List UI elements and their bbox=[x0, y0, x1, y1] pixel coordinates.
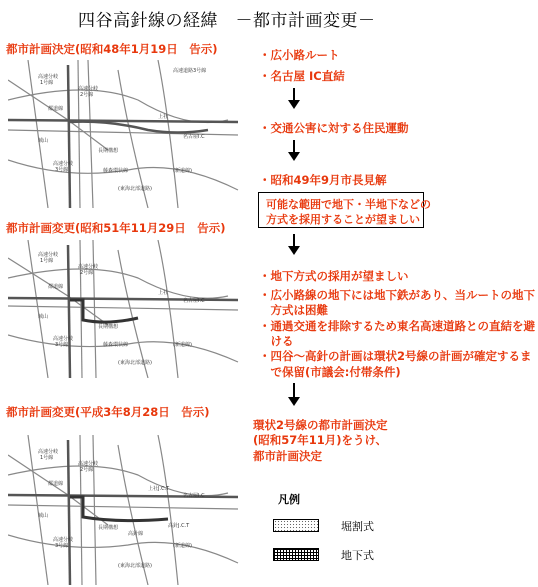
note-list-2: ・広小路線の地下には地下鉄があり、当ルートの地下 bbox=[259, 288, 535, 302]
box-line-2: 方式を採用することが望ましい bbox=[266, 213, 420, 226]
map1-label-5: 都道線 bbox=[48, 106, 64, 112]
map1-label-1: 高速分岐 bbox=[38, 74, 59, 80]
map3-label-8: 城山 bbox=[38, 513, 49, 519]
section-heading-2: 都市計画変更(昭和51年11月29日 告示) bbox=[6, 221, 226, 235]
note-nagoya-ic: ・名古屋 IC直結 bbox=[259, 69, 345, 83]
map3-label-1: 高速分岐 bbox=[38, 449, 59, 455]
page-title: 四谷高針線の経緯 －都市計画変更－ bbox=[78, 11, 376, 31]
note-mayor-view: ・昭和49年9月市長見解 bbox=[259, 173, 387, 187]
map2-label-2: 1号線 bbox=[40, 258, 54, 264]
map2-label-13: (新道線) bbox=[173, 342, 192, 348]
map2-label-1: 高速分岐 bbox=[38, 252, 59, 258]
final-line-1: 環状2号線の都市計画決定 bbox=[253, 418, 388, 432]
map1-label-4: 2号線 bbox=[80, 92, 94, 98]
final-line-3: 都市計画決定 bbox=[253, 449, 322, 463]
map3-label-6: 上社J.C.T bbox=[148, 486, 170, 492]
map2-label-12: 藤森環状線 bbox=[103, 342, 129, 348]
map1-label-7: 名古屋I.C bbox=[183, 134, 205, 140]
map3-label-9: 長期構想 bbox=[98, 525, 119, 531]
note-list-6: ・四谷～高針の計画は環状2号線の計画が確定するま bbox=[259, 349, 532, 363]
map1-label-13: 藤森環状線 bbox=[103, 168, 129, 174]
map3-label-5: 都道線 bbox=[48, 481, 64, 487]
legend-label-underground: 地下式 bbox=[341, 549, 374, 562]
mayor-view-box bbox=[258, 192, 431, 228]
box-line-1: 可能な範囲で地下・半地下などの bbox=[266, 198, 431, 211]
final-line-2: (昭和57年11月)をうけ、 bbox=[253, 433, 388, 447]
map3-label-12: 高針J.C.T bbox=[168, 523, 190, 529]
map2-label-5: 都道線 bbox=[48, 284, 64, 290]
map1-label-11: 高速分岐 bbox=[53, 161, 74, 167]
note-list-7: で保留(市議会:付帯条件) bbox=[259, 365, 401, 379]
map1-label-12: 3号線 bbox=[55, 167, 69, 173]
map2-label-10: 高速分岐 bbox=[53, 336, 74, 342]
route-map-3 bbox=[8, 435, 240, 585]
map3-label-2: 1号線 bbox=[40, 455, 54, 461]
map3-label-10: 高速分岐 bbox=[53, 537, 74, 543]
map1-label-8: 高速道路3号線 bbox=[173, 68, 207, 74]
map3-label-11: 3号線 bbox=[55, 543, 69, 549]
map1-label-6: 上社 bbox=[158, 114, 169, 120]
note-hirokoji-route: ・広小路ルート bbox=[259, 48, 340, 62]
route-map-2 bbox=[8, 240, 240, 378]
note-list-5: ける bbox=[259, 334, 294, 348]
map2-label-6: 上社 bbox=[158, 290, 169, 296]
note-resident-movement: ・交通公害に対する住民運動 bbox=[259, 121, 409, 135]
map1-label-2: 1号線 bbox=[40, 80, 54, 86]
map3-label-13: 高針線 bbox=[128, 531, 144, 537]
map2-label-11: 3号線 bbox=[55, 342, 69, 348]
section-heading-3: 都市計画変更(平成3年8月28日 告示) bbox=[6, 405, 210, 419]
section-heading-1: 都市計画決定(昭和48年1月19日 告示) bbox=[6, 42, 218, 56]
map2-label-9: 長期構想 bbox=[98, 324, 119, 330]
map1-label-14: (新道線) bbox=[173, 168, 192, 174]
note-list-3: 方式は困難 bbox=[259, 303, 328, 317]
map2-label-8: 城山 bbox=[38, 314, 49, 320]
map1-label-10: 長期構想 bbox=[98, 148, 119, 154]
note-list-4: ・通過交通を排除するため東名高速道路との直結を避 bbox=[259, 319, 535, 333]
map3-label-14: (新道線) bbox=[173, 543, 192, 549]
map1-label-9: 城山 bbox=[38, 138, 49, 144]
map3-label-3: 高速分岐 bbox=[78, 461, 99, 467]
map2-label-7: 名古屋I.C bbox=[183, 298, 205, 304]
legend-swatch-underground-icon bbox=[273, 548, 319, 561]
note-list-1: ・地下方式の採用が望ましい bbox=[259, 269, 409, 283]
map1-label-3: 高速分岐 bbox=[78, 86, 99, 92]
legend-label-cut: 堀割式 bbox=[341, 520, 374, 533]
map2-label-3: 高速分岐 bbox=[78, 264, 99, 270]
map3-label-15: (東海北部道路) bbox=[118, 563, 152, 569]
map3-label-4: 2号線 bbox=[80, 467, 94, 473]
map3-label-7: 名古屋I.C bbox=[183, 493, 205, 499]
legend-swatch-cut-icon bbox=[273, 519, 319, 532]
map2-label-14: (東海北部道路) bbox=[118, 360, 152, 366]
legend-title: 凡例 bbox=[278, 493, 300, 506]
route-map-1 bbox=[8, 60, 240, 208]
map1-label-15: (東海北部道路) bbox=[118, 186, 152, 192]
map2-label-4: 2号線 bbox=[80, 270, 94, 276]
